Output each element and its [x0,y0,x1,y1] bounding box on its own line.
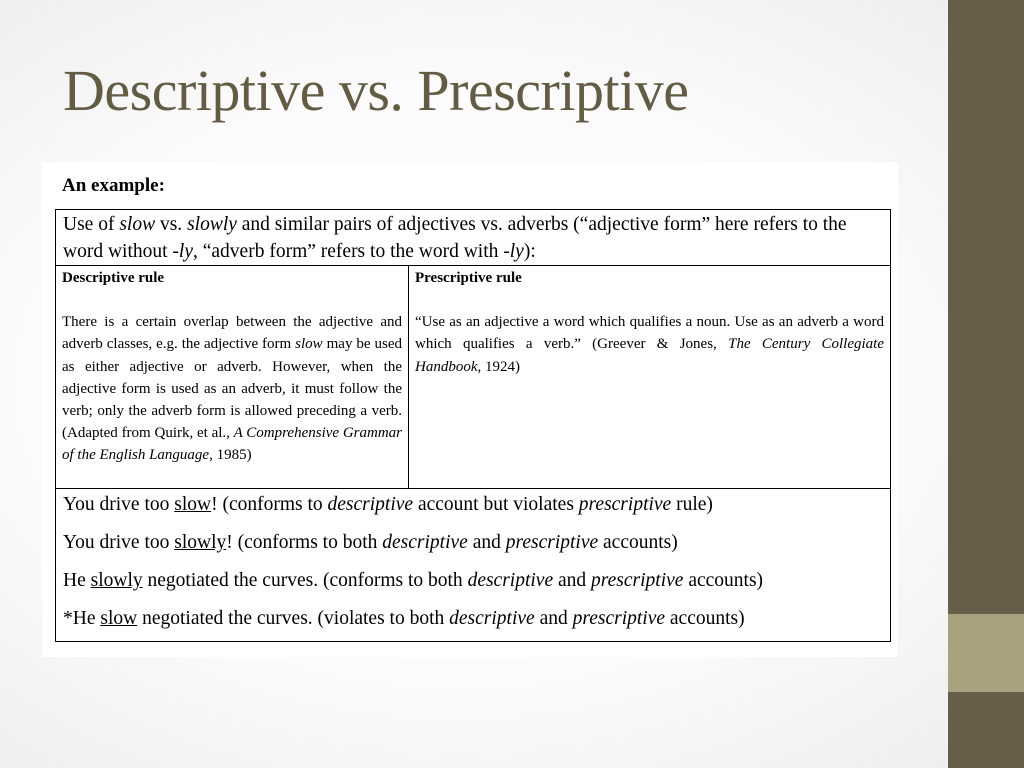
underlined-word: slowly [174,532,227,553]
descriptive-rule-cell [56,266,409,489]
rule-italic-book-title: A Comprehensive Grammar of the English Language [62,425,402,464]
example-sentence: He slowly negotiated the curves. (conforms to both descriptive and prescriptive accounts) [63,570,764,591]
intro-italic-ly: -ly [503,241,524,262]
examples-cell [56,489,891,642]
intro-cell [56,210,891,266]
intro-text: and similar pairs of adjectives vs. adverbs (“adjective form” here refers to the word without [63,214,847,262]
rule-italic-book-title: The Century Collegiate Handbook [415,336,885,375]
rule-text: may be used as either adjective or adverb. However, when the adjective form is used as an adverb, it must follow the verb; only the adverb form is allowed preceding a verb. (Adapted from Quirk, et al., [62,336,402,442]
prescriptive-rule-cell [409,266,891,489]
intro-text: Use of [63,214,120,235]
descriptive-rule-header: Descriptive rule [62,270,165,286]
rule-text: , 1985) [209,447,252,464]
intro-italic-ly: -ly [172,241,193,262]
rules-row [56,266,891,489]
sidebar-accent-block [948,614,1024,692]
underlined-word: slow [100,608,138,629]
example-heading: An example: [62,175,165,196]
intro-text: ): [523,241,536,262]
intro-italic-slow: slow [119,214,156,235]
rule-text: , 1924) [477,358,520,375]
intro-text: vs. [155,214,188,235]
slide-title: Descriptive vs. Prescriptive [63,58,689,123]
underlined-word: slowly [90,570,143,591]
rule-text: “Use as an adjective a word which qualifies a noun. Use as an adverb a word which qualifies a verb.” (Greever & Jones, [415,314,885,353]
prescriptive-rule-body [415,311,884,378]
intro-row [56,210,891,266]
intro-text: , “adverb form” refers to the word with [193,241,504,262]
examples-row [56,489,891,642]
rule-italic: slow [295,336,323,353]
example-table [55,209,891,642]
descriptive-rule-body [62,311,402,466]
rule-text: There is a certain overlap between the adjective and adverb classes, e.g. the adjective form [62,314,402,353]
underlined-word: slow [174,494,212,515]
example-sentence: You drive too slowly! (conforms to both descriptive and prescriptive accounts) [63,532,678,553]
prescriptive-rule-header: Prescriptive rule [415,270,522,286]
example-sentence: You drive too slow! (conforms to descriptive account but violates prescriptive rule) [63,494,713,515]
example-sentence: *He slow negotiated the curves. (violates to both descriptive and prescriptive accounts) [63,608,745,629]
intro-italic-slowly: slowly [187,214,237,235]
